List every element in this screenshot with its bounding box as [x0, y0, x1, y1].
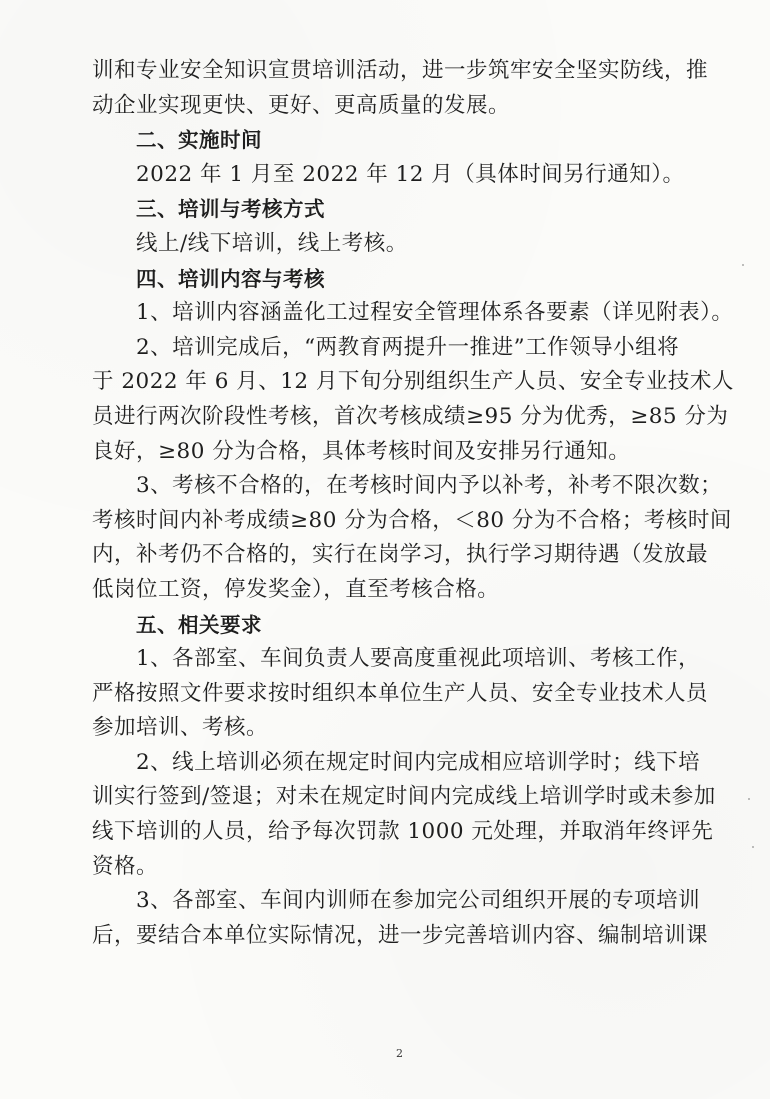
text-line: 3、考核不合格的，在考核时间内予以补考，补考不限次数；: [136, 473, 723, 499]
scan-speck: [742, 264, 744, 266]
text-line: 参加培训、考核。: [92, 715, 269, 741]
text-line: 1、各部室、车间负责人要高度重视此项培训、考核工作，: [136, 646, 701, 672]
text-line: 低岗位工资，停发奖金），直至考核合格。: [92, 576, 500, 602]
section-heading-training-content: 四、培训内容与考核: [136, 266, 325, 291]
text-line: 2022 年 1 月至 2022 年 12 月（具体时间另行通知）。: [136, 161, 685, 187]
document-body: [92, 54, 734, 953]
text-line: 2、培训完成后，“两教育两提升一推进”工作领导小组将: [136, 334, 680, 360]
scan-speck: [748, 798, 750, 800]
text-line: 训实行签到/签退；对未在规定时间内完成线上培训学时或未参加: [92, 784, 716, 810]
text-line: 动企业实现更快、更好、更高质量的发展。: [92, 92, 511, 118]
text-line: 2、线上培训必须在规定时间内完成相应培训学时；线下培: [136, 749, 701, 775]
text-line: 员进行两次阶段性考核，首次考核成绩≥95 分为优秀，≥85 分为: [92, 403, 729, 429]
section-heading-training-method: 三、培训与考核方式: [136, 197, 325, 222]
text-line: 1、培训内容涵盖化工过程安全管理体系各要素（详见附表）。: [136, 300, 734, 326]
text-line: 良好，≥80 分为合格，具体考核时间及安排另行通知。: [92, 438, 631, 464]
text-line: 资格。: [92, 853, 159, 879]
scan-speck: [752, 846, 754, 848]
text-line: 线上/线下培训，线上考核。: [136, 230, 408, 256]
text-line: 线下培训的人员，给予每次罚款 1000 元处理，并取消年终评先: [92, 819, 714, 845]
text-line: 3、各部室、车间内训师在参加完公司组织开展的专项培训: [136, 888, 701, 914]
section-heading-requirements: 五、相关要求: [136, 612, 262, 637]
text-line: 训和专业安全知识宣贯培训活动，进一步筑牢安全坚实防线，推: [92, 58, 709, 83]
section-heading-implementation-time: 二、实施时间: [136, 128, 262, 153]
text-line: 于 2022 年 6 月、12 月下旬分别组织生产人员、安全专业技术人: [92, 369, 734, 395]
text-line: 考核时间内补考成绩≥80 分为合格，＜80 分为不合格；考核时间: [92, 507, 732, 533]
text-line: 内，补考仍不合格的，实行在岗学习，执行学习期待遇（发放最: [92, 542, 709, 568]
text-line: 严格按照文件要求按时组织本单位生产人员、安全专业技术人员: [92, 680, 709, 706]
page-number: 2: [396, 1047, 403, 1060]
text-line: 后，要结合本单位实际情况，进一步完善培训内容、编制培训课: [92, 922, 709, 948]
